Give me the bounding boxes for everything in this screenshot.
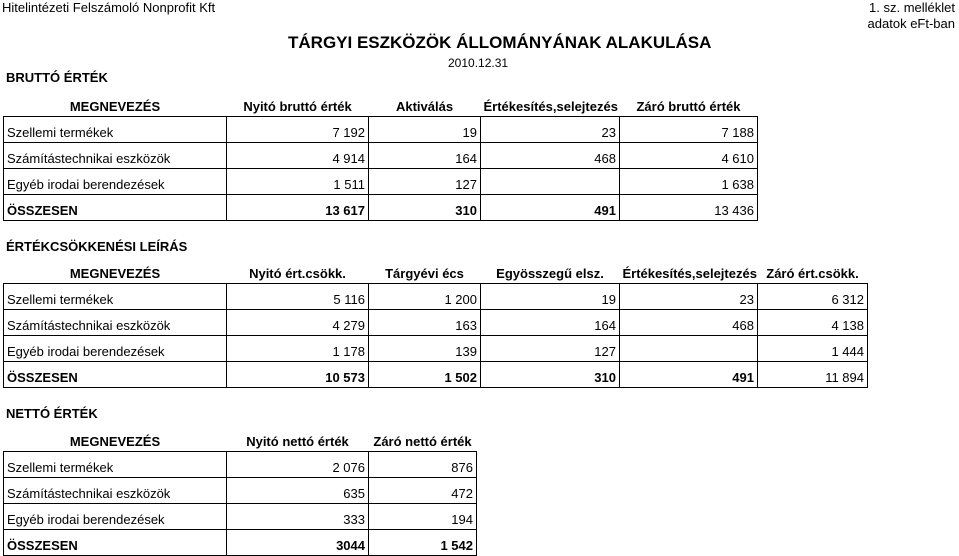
table-cell: 491	[481, 194, 620, 220]
row-label: Szellemi termékek	[4, 116, 227, 142]
table-cell: 1 178	[227, 335, 369, 361]
row-label: Egyéb irodai berendezések	[4, 335, 227, 361]
total-row	[4, 361, 868, 387]
table-cell: 1 502	[369, 361, 481, 387]
table-cell: 1 511	[227, 168, 369, 194]
gross-section-title: BRUTTÓ ÉRTÉK	[6, 70, 108, 85]
table-row	[4, 335, 868, 361]
table-cell: 5 116	[227, 283, 369, 309]
column-header: Záró ért.csökk.	[766, 265, 859, 281]
table-cell: 139	[369, 335, 481, 361]
gross-table	[3, 90, 758, 221]
column-header: MEGNEVEZÉS	[69, 98, 161, 114]
annex-label: 1. sz. melléklet	[869, 0, 955, 15]
table-row	[4, 142, 758, 168]
table-cell: 4 914	[227, 142, 369, 168]
column-header: Értékesítés,selejtezés	[483, 98, 618, 114]
unit-label: adatok eFt-ban	[867, 16, 955, 31]
table-row	[4, 451, 477, 477]
depreciation-table	[3, 257, 868, 388]
table-cell: 163	[369, 309, 481, 335]
depreciation-header-row	[4, 257, 868, 283]
table-cell: 6 312	[758, 283, 868, 309]
table-cell: 19	[369, 116, 481, 142]
column-header: Záró bruttó érték	[636, 98, 741, 114]
table-row	[4, 503, 477, 529]
table-cell: 2 076	[227, 451, 369, 477]
table-row	[4, 477, 477, 503]
table-cell: 491	[620, 361, 758, 387]
table-cell: 23	[481, 116, 620, 142]
table-cell: 472	[369, 477, 477, 503]
table-cell: 13 436	[620, 194, 758, 220]
gross-header-row	[4, 90, 758, 116]
table-cell: 333	[227, 503, 369, 529]
column-header: Nyitó nettó érték	[246, 433, 349, 449]
table-cell: 7 192	[227, 116, 369, 142]
column-header: Aktiválás	[395, 98, 454, 114]
row-label: Számítástechnikai eszközök	[4, 142, 227, 168]
table-cell: 10 573	[227, 361, 369, 387]
table-cell: 11 894	[758, 361, 868, 387]
table-row	[4, 116, 758, 142]
company-name: Hitelintézeti Felszámoló Nonprofit Kft	[2, 0, 216, 15]
table-row	[4, 168, 758, 194]
table-cell: 310	[481, 361, 620, 387]
row-label: Szellemi termékek	[4, 283, 227, 309]
row-label: ÖSSZESEN	[4, 194, 227, 220]
table-cell	[620, 335, 758, 361]
row-label: Számítástechnikai eszközök	[4, 477, 227, 503]
table-cell: 468	[481, 142, 620, 168]
column-header: Értékesítés,selejtezés	[622, 265, 757, 281]
net-table	[3, 425, 477, 556]
net-header-row	[4, 425, 477, 451]
row-label: Szellemi termékek	[4, 451, 227, 477]
total-row	[4, 194, 758, 220]
column-header: Egyösszegű elsz.	[496, 265, 604, 281]
table-cell: 468	[620, 309, 758, 335]
table-cell: 4 138	[758, 309, 868, 335]
table-row	[4, 309, 868, 335]
table-row	[4, 283, 868, 309]
table-cell: 13 617	[227, 194, 369, 220]
total-row	[4, 529, 477, 555]
column-header: Záró nettó érték	[373, 433, 472, 449]
column-header: MEGNEVEZÉS	[69, 265, 161, 281]
table-cell: 1 200	[369, 283, 481, 309]
table-cell: 310	[369, 194, 481, 220]
net-section-title: NETTÓ ÉRTÉK	[6, 406, 98, 421]
table-cell: 4 610	[620, 142, 758, 168]
table-cell: 1 444	[758, 335, 868, 361]
table-cell: 164	[369, 142, 481, 168]
table-cell	[481, 168, 620, 194]
column-header: Nyitó ért.csökk.	[249, 265, 346, 281]
row-label: ÖSSZESEN	[4, 529, 227, 555]
row-label: Számítástechnikai eszközök	[4, 309, 227, 335]
report-date: 2010.12.31	[448, 56, 509, 70]
table-cell: 164	[481, 309, 620, 335]
page-title: TÁRGYI ESZKÖZÖK ÁLLOMÁNYÁNAK ALAKULÁSA	[288, 33, 712, 52]
table-cell: 1 542	[369, 529, 477, 555]
table-cell: 635	[227, 477, 369, 503]
column-header: Tárgyévi écs	[385, 265, 464, 281]
table-cell: 127	[481, 335, 620, 361]
table-cell: 194	[369, 503, 477, 529]
column-header: Nyitó bruttó érték	[243, 98, 352, 114]
depreciation-section-title: ÉRTÉKCSÖKKENÉSI LEÍRÁS	[6, 239, 188, 254]
row-label: ÖSSZESEN	[4, 361, 227, 387]
table-cell: 4 279	[227, 309, 369, 335]
table-cell: 7 188	[620, 116, 758, 142]
table-cell: 3044	[227, 529, 369, 555]
table-cell: 1 638	[620, 168, 758, 194]
row-label: Egyéb irodai berendezések	[4, 168, 227, 194]
table-cell: 19	[481, 283, 620, 309]
table-cell: 876	[369, 451, 477, 477]
row-label: Egyéb irodai berendezések	[4, 503, 227, 529]
table-cell: 23	[620, 283, 758, 309]
table-cell: 127	[369, 168, 481, 194]
column-header: MEGNEVEZÉS	[69, 433, 161, 449]
